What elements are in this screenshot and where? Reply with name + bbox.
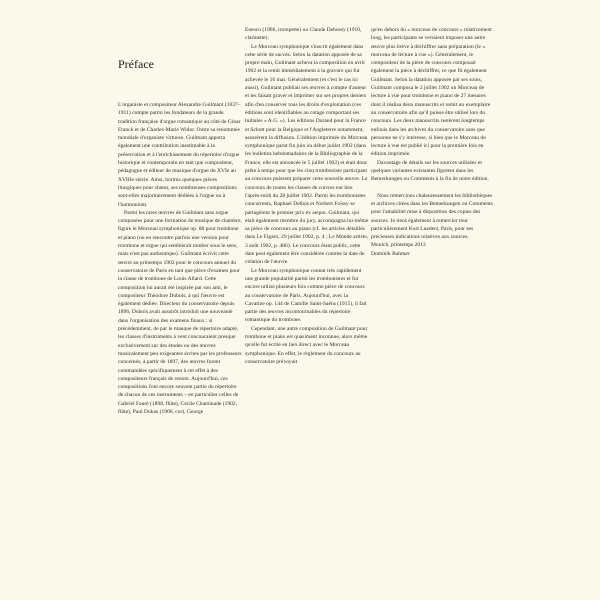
paragraph: Parmi les rares œuvres de Guilmant sans orgue composées pour une formation de musique de chambre, figure le Morceau symphonique op. 88 pour trombone et piano (ou en rencontre parfois une version pour trombone et orgue qui semblerait tomber sous le sens, mais n'est pas authentique). Guilmant écrivit cette œuvre au printemps 1902 pour le concours annuel du conservatoire de Paris en tant que pièce d'examen pour la classe de trombone de Louis Allard. Cette composition lui aurait été inspirée par son ami, le compositeur Théodore Dubois, à qui l'œuvre est également dédiée. Directeur du conservatoire depuis 1896, Dubois avait aussitôt introduit une nouveauté dans l'organisation des examens finaux : si précédemment, de par le manque de répertoire adapté, les classes d'instruments à vent concouraient presque exclusivement sur des études ou des œuvres musicalement peu exigeantes écrites par les professeurs concernés, à partir de 1897, des œuvres furent commandées spécifiquement à cet effet à des compositeurs français de renom. Aujourd'hui, ces compositions font encore souvent partie du répertoire de chacun de ces instruments – en particulier celles de Gabriel Fauré (1898, flûte), Cécile Chaminade (1902, flûte), Paul Dukas (1906, cor), George — [118, 209, 242, 415]
paragraph: Dominik Rahmer — [371, 250, 410, 257]
paragraph: Nous remercions chaleureusement les bibliothèques et archives citées dans les Bemerkungen ou Comments pour l'amabilité mise à disposition des copies des sources. Je tiens également à remercier tout particulièrement Kurt Lueders, Paris, pour ses précieuses indications relatives aux sources. — [371, 192, 493, 241]
paragraph: qu'en dehors du « morceau de concours » relativement long, les participants se verraient imposer une autre œuvre plus brève à déchiffrer sans préparation (le « morceau de lecture à vue »). Généralement, le compositeur de la pièce de concours composait également la pièce à déchiffrer, ce que fit également Guilmant. Selon la datation apposée par ses soins, Guilmant composa le 2 juillet 1902 un Morceau de lecture à vue pour trombone et piano de 27 mesures dont il réalisa deux manuscrits et remit un exemplaire au conservatoire afin qu'il puisse être utilisé lors du concours. Les deux manuscrits restèrent longtemps enfouis dans les archives du conservatoire sans que personne ne s'y intéresse, si bien que le Morceau de lecture à vue est publié ici pour la première fois en édition imprimée. — [371, 27, 492, 158]
text-column-3 — [371, 26, 495, 258]
paragraph: Davantage de détails sur les sources utilisées et quelques variantes existantes figurent dans les Bemerkungen ou Comments à la fin de notre édition. — [371, 159, 489, 183]
text-column-1 — [118, 101, 242, 416]
paragraph: Le Morceau symphonique s'inscrit également dans cette série de succès. Selon la datation apposée de sa propre main, Guilmant acheva la composition en avril 1902 et la remit immédiatement à la gravure qui fut achevée le 16 mai. Généralement (et c'est le cas ici aussi), Guilmant publiait ses œuvres à compte d'auteur et les faisait graver et imprimer sur ses propres deniers afin d'en conserver tous les droits d'exploitation (ces éditions sont identifiables au cotage comportant ses initiales « A.G. »). Les éditions Durand pour la France et Schott pour la Belgique et l'Angleterre notamment, assurèrent la diffusion. L'édition imprimée du Morceau symphonique parut fin juin ou début juillet 1902 (dans les bulletins hebdomadaires de la Bibliographie de la France, elle est annoncée le 5 juillet 1902) et était donc prête à temps pour que les cinq tromboniste participant au concours puissent préparer cette nouvelle œuvre. Le concours de toutes les classes de cuivres eut lieu l'après-midi du 28 juillet 1902. Parmi les trombonistes concurrents, Raphael Delbos et Norbert Foissy se partagèrent le premier prix ex aequo. Guilmant, qui était également membre du jury, accompagna lui-même sa pièce de concours au piano (cf. les articles détaillés dans Le Figaro, 29 juillet 1902, p. 4 ; Le Monde artiste, 3 août 1902, p. 486). Le concours étant public, cette date peut également être considérée comme la date de création de l'œuvre. — [245, 43, 369, 266]
paragraph: Le Morceau symphonique connut très rapidement une grande popularité parmi les trombonistes et fut encore utilisé plusieurs fois comme pièce de concours au conservatoire de Paris. Aujourd'hui, avec la Cavatine op. 144 de Camille Saint-Saëns (1915), il fait partie des œuvres incontournables du répertoire romantique du trombone. — [245, 267, 367, 324]
paragraph: Enesco (1906, trompette) ou Claude Debussy (1910, clarinette). — [245, 27, 362, 42]
paragraph: L'organiste et compositeur Alexandre Guilmant (1837–1911) compte parmi les fondateurs de la grande tradition française d'orgue romantique au côté de César Franck et de Charles-Marie Widor. Outre sa renommée mondiale d'organiste virtuose, Guilmant apporta également une contribution inestimable à la préservation et à l'enrichissement du répertoire d'orgue historique et contemporain en tant que compositeur, pédagogue et éditeur de musique d'orgue du XVIe au XVIIIe siècle. Ainsi, hormis quelques pièces liturgiques pour chœur, ses nombreuses compositions sont-elles majoritairement dédiées à l'orgue ou à l'harmonium. — [118, 102, 241, 208]
paragraph: Munich, printemps 2013 — [371, 242, 426, 249]
paragraph: Cependant, une autre composition de Guilmant pour trombone et piano est quasiment inconnue, alors même qu'elle fut écrite en lien direct avec le Morceau symphonique. En effet, le règlement du concours au conservatoire prévoyait — [245, 325, 368, 365]
text-column-2 — [245, 26, 369, 366]
page-title: Préface — [118, 57, 154, 71]
